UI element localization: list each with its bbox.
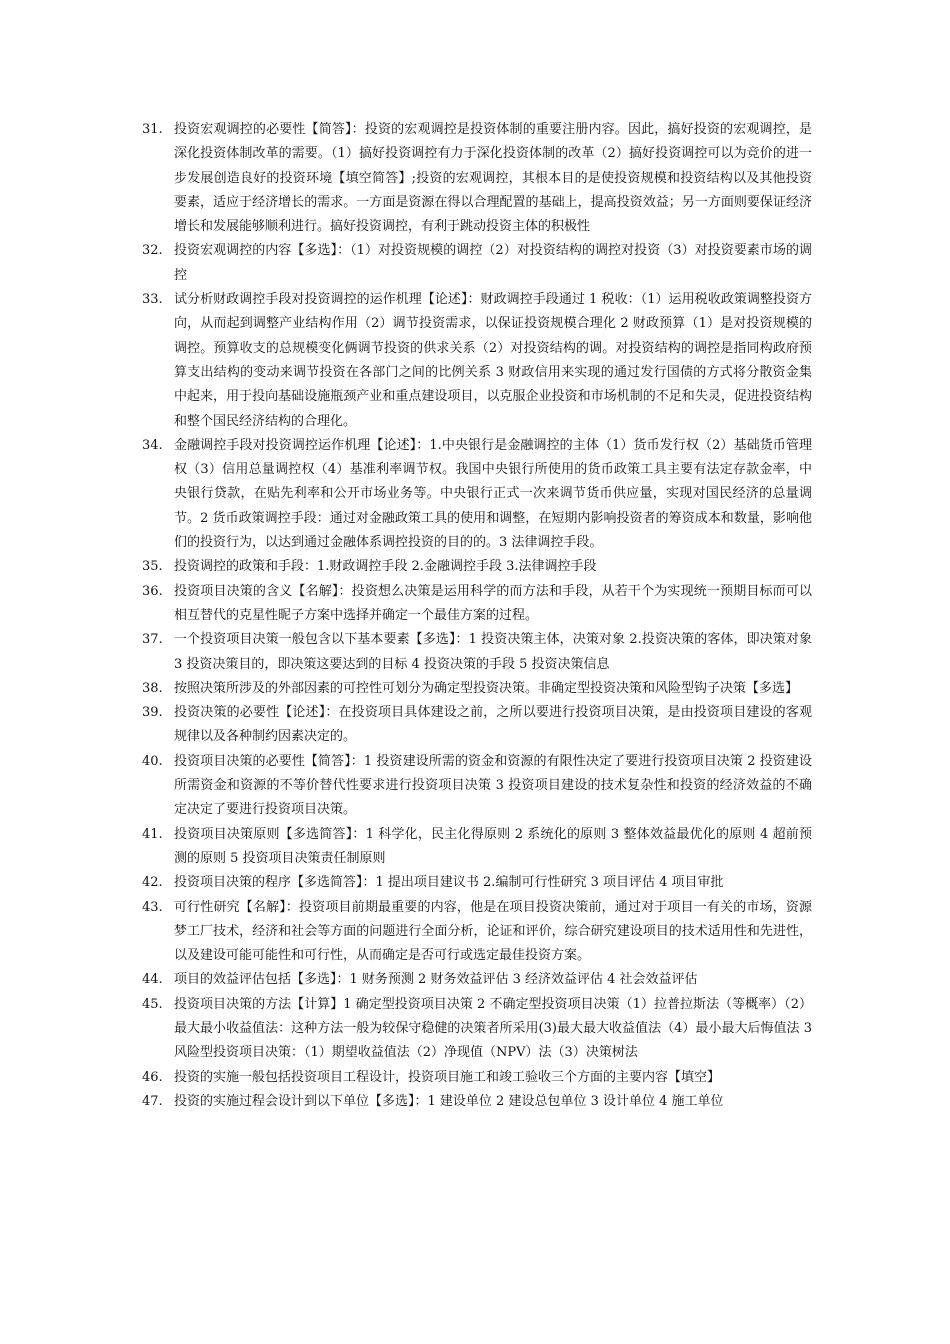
item-text: 投资宏观调控的必要性【简答】：投资的宏观调控是投资体制的重要注册内容。因此，搞好投资的宏观调控，是深化投资体制改革的需要。（1）搞好投资调控有力于深化投资体制的改革（2）搞好投资调控可以为竞价的进一步发展创造良好的投资环境【填空简答】;投资的宏观调控，其根本目的是使投资规模和投资结构以及其他投资要素，适应于经济增长的需求。一方面是资源在得以合理配置的基础上，提高投资效益；另一方面则要保证经济增长和发展能够顺利进行。搞好投资调控，有利于跳动投资主体的积极性 <box>174 122 812 235</box>
item-text: 投资决策的必要性【论述】：在投资项目具体建设之前，之所以要进行投资项目决策，是由投资项目建设的客观规律以及各种制约因素决定的。 <box>174 705 812 745</box>
list-item <box>142 896 812 969</box>
item-number: 32. <box>142 243 163 259</box>
item-text: 投资项目决策的含义【名解】：投资想么决策是运用科学的而方法和手段，从若干个为实现统一预期目标而可以相互替代的克星性昵子方案中选择并确定一个最佳方案的过程。 <box>174 583 812 623</box>
item-number: 33. <box>142 292 163 308</box>
item-number: 34. <box>142 437 163 453</box>
item-text: 可行性研究【名解】：投资项目前期最重要的内容，他是在项目投资决策前，通过对于项目一有关的市场，资源梦工厂技术，经济和社会等方面的问题进行全面分析，论证和评价，综合研究建设项目的技术适用性和先进性，以及建设可能可能性和可行性，从而确定是否可行或选定最佳投资方案。 <box>174 899 812 964</box>
item-text: 按照决策所涉及的外部因素的可控性可划分为确定型投资决策。非确定型投资决策和风险型钩子决策【多选】 <box>174 680 799 696</box>
item-number: 38. <box>142 680 163 696</box>
item-text: 投资的实施过程会设计到以下单位【多选】：1 建设单位 2 建设总包单位 3 设计单位 4 施工单位 <box>174 1093 724 1109</box>
list-item <box>142 750 812 823</box>
list-item <box>142 968 812 992</box>
item-text: 投资的实施一般包括投资项目工程设计，投资项目施工和竣工验收三个方面的主要内容【填空】 <box>174 1069 721 1085</box>
item-number: 39. <box>142 705 163 721</box>
item-number: 40. <box>142 753 163 769</box>
list-item <box>142 1066 812 1090</box>
item-text: 投资项目决策的必要性【简答】：1 投资建设所需的资金和资源的有限性决定了要进行投资项目决策 2 投资建设所需资金和资源的不等价替代性要求进行投资项目决策 3 投资项目建设的技术复杂性和投资的经济效益的不确定决定了要进行投资项目决策。 <box>174 753 812 818</box>
item-text: 投资宏观调控的内容【多选】：（1）对投资规模的调控（2）对投资结构的调控对投资（3）对投资要素市场的调控 <box>174 243 812 283</box>
list-item <box>142 288 812 434</box>
item-number: 35. <box>142 559 163 575</box>
item-number: 45. <box>142 996 163 1012</box>
list-item <box>142 118 812 239</box>
list-item <box>142 434 812 555</box>
list-item <box>142 1090 812 1114</box>
item-text: 项目的效益评估包括【多选】：1 财务预测 2 财务效益评估 3 经济效益评估 4 社会效益评估 <box>174 972 698 988</box>
item-text: 投资项目决策的程序【多选简答】：1 提出项目建议书 2.编制可行性研究 3 项目评估 4 项目审批 <box>174 875 724 891</box>
item-number: 41. <box>142 826 163 842</box>
item-number: 47. <box>142 1093 163 1109</box>
list-item <box>142 677 812 701</box>
question-list <box>142 118 812 1114</box>
item-number: 31. <box>142 122 163 137</box>
item-text: 一个投资项目决策一般包含以下基本要素【多选】：1 投资决策主体，决策对象 2.投资决策的客体，即决策对象 3 投资决策目的，即决策这要达到的目标 4 投资决策的手段 5 投资决策信息 <box>174 632 812 672</box>
item-number: 37. <box>142 632 163 648</box>
list-item <box>142 580 812 629</box>
item-number: 43. <box>142 899 163 915</box>
item-text: 试分析财政调控手段对投资调控的运作机理【论述】：财政调控手段通过 1 税收：（1）运用税收政策调整投资方向，从而起到调整产业结构作用（2）调节投资需求，以保证投资规模合理化 2 财政预算（1）是对投资规模的调控。预算收支的总规模变化俩调节投资的供求关系（2）对投资结构的调。对投资结构的调控是指同构政府预算支出结构的变动来调节投资在各部门之间的比例关系 3 财政信用来实现的通过发行国债的方式将分散资金集中起来，用于投向基础设施瓶颈产业和重点建设项目，以克服企业投资和市场机制的不足和失灵，促进投资结构和整个国民经济结构的合理化。 <box>174 292 812 429</box>
item-text: 投资项目决策原则【多选简答】：1 科学化，民主化得原则 2 系统化的原则 3 整体效益最优化的原则 4 超前预测的原则 5 投资项目决策责任制原则 <box>174 826 812 866</box>
list-item <box>142 239 812 288</box>
item-number: 42. <box>142 875 163 891</box>
item-number: 44. <box>142 972 163 988</box>
list-item <box>142 993 812 1066</box>
list-item <box>142 628 812 677</box>
list-item <box>142 823 812 872</box>
item-number: 36. <box>142 583 163 599</box>
list-item <box>142 701 812 750</box>
item-number: 46. <box>142 1069 163 1085</box>
list-item <box>142 555 812 579</box>
item-text: 投资调控的政策和手段：1.财政调控手段 2.金融调控手段 3.法律调控手段 <box>174 559 597 575</box>
item-text: 金融调控手段对投资调控运作机理【论述】：1.中央银行是金融调控的主体（1）货币发行权（2）基础货币管理权（3）信用总量调控权（4）基准利率调节权。我国中央银行所使用的货币政策工具主要有法定存款金率，中央银行贷款，在贴先利率和公开市场业务等。中央银行正式一次来调节货币供应量，实现对国民经济的总量调节。2 货币政策调控手段：通过对金融政策工具的使用和调整，在短期内影响投资者的筹资成本和数量，影响他们的投资行为，以达到通过金融体系调控投资的目的的。3 法律调控手段。 <box>174 437 812 551</box>
list-item <box>142 871 812 895</box>
item-text: 投资项目决策的方法【计算】1 确定型投资项目决策 2 不确定型投资项目决策（1）拉普拉斯法（等概率）（2）最大最小收益值法：这种方法一般为较保守稳健的决策者所采用(3)最大最大收益值法（4）最小最大后悔值法 3 风险型投资项目决策：（1）期望收益值法（2）净现值（NPV）法（3）决策树法 <box>174 996 812 1061</box>
